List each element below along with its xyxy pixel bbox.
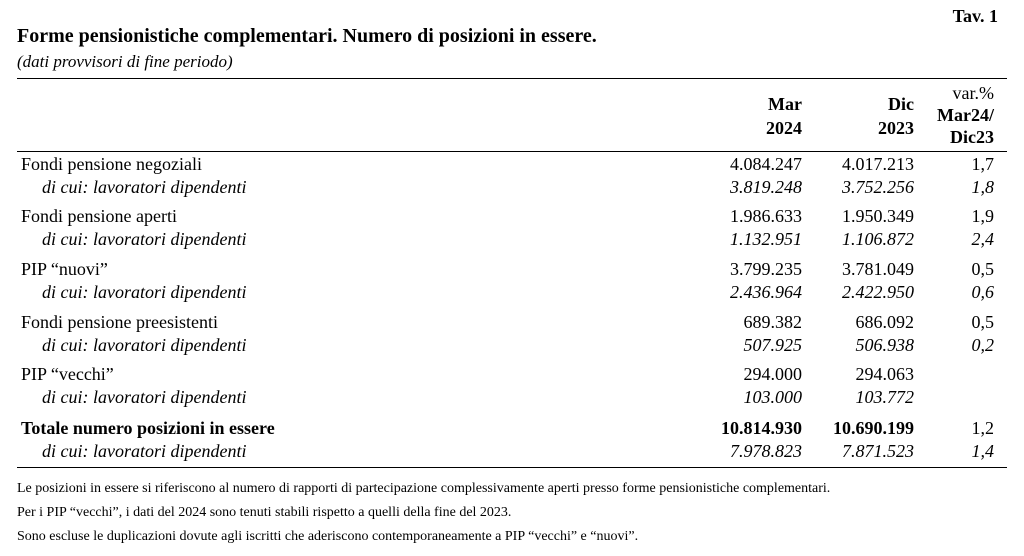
- table-row: [0, 228, 1024, 250]
- cell-mar-2024: 689.382: [743, 312, 802, 332]
- bottom-rule: [17, 467, 1007, 468]
- cell-dic-2023: 10.690.199: [833, 418, 914, 438]
- cell-dic-2023: 7.871.523: [842, 441, 914, 461]
- table-row: [0, 153, 1024, 175]
- cell-dic-2023: 3.781.049: [842, 259, 914, 279]
- column-header-var-line2: Mar24/: [937, 105, 994, 125]
- cell-dic-2023: 686.092: [855, 312, 914, 332]
- note-line: Le posizioni in essere si riferiscono al numero di rapporti di partecipazione complessivamente aperti presso forme pensionistiche complementari.: [17, 481, 831, 496]
- cell-var: 2,4: [971, 229, 994, 249]
- column-header-mar-2024: [766, 92, 802, 140]
- row-label: di cui: lavoratori dipendenti: [42, 282, 247, 302]
- cell-mar-2024: 1.986.633: [730, 206, 802, 226]
- table-row: [0, 311, 1024, 333]
- note-line: Per i PIP “vecchi”, i dati del 2024 sono tenuti stabili rispetto a quelli della fine del 2023.: [17, 505, 512, 520]
- header-rule: [17, 151, 1007, 152]
- cell-dic-2023: 1.950.349: [842, 206, 914, 226]
- row-label: Fondi pensione aperti: [21, 206, 177, 226]
- cell-dic-2023: 4.017.213: [842, 154, 914, 174]
- note-line: Sono escluse le duplicazioni dovute agli iscritti che aderiscono contemporaneamente a PIP “vecchi” e “nuovi”.: [17, 529, 639, 544]
- cell-var: 0,6: [971, 282, 994, 302]
- table-row: [0, 176, 1024, 198]
- row-label: di cui: lavoratori dipendenti: [42, 177, 247, 197]
- row-label: Fondi pensione preesistenti: [21, 312, 218, 332]
- column-header-var-line1: var.%: [952, 83, 994, 103]
- column-header-dic-line2: 2023: [878, 118, 914, 138]
- table-reference: Tav. 1: [952, 6, 998, 26]
- top-rule: [17, 78, 1007, 79]
- cell-dic-2023: 3.752.256: [842, 177, 914, 197]
- table-row: [0, 440, 1024, 462]
- column-header-mar-line1: Mar: [768, 94, 802, 114]
- table-row: [0, 281, 1024, 303]
- row-label: di cui: lavoratori dipendenti: [42, 387, 247, 407]
- table-row: [0, 258, 1024, 280]
- cell-var: 1,9: [971, 206, 994, 226]
- cell-var: 0,5: [971, 259, 994, 279]
- cell-dic-2023: 2.422.950: [842, 282, 914, 302]
- table-row: [0, 205, 1024, 227]
- column-header-var-line3: Dic23: [950, 127, 994, 147]
- column-header-dic-2023: [878, 92, 914, 140]
- table-title: Forme pensionistiche complementari. Numero di posizioni in essere.: [17, 25, 597, 47]
- cell-mar-2024: 103.000: [743, 387, 802, 407]
- cell-mar-2024: 1.132.951: [730, 229, 802, 249]
- cell-var: 1,4: [971, 441, 994, 461]
- cell-var: 0,5: [971, 312, 994, 332]
- table-row-total: [0, 417, 1024, 439]
- cell-dic-2023: 506.938: [855, 335, 914, 355]
- table-row: [0, 334, 1024, 356]
- table-row: [0, 386, 1024, 408]
- table-row: [0, 363, 1024, 385]
- cell-dic-2023: 1.106.872: [842, 229, 914, 249]
- row-label: Totale numero posizioni in essere: [21, 418, 275, 438]
- table-notes: [17, 477, 830, 549]
- row-label: di cui: lavoratori dipendenti: [42, 441, 247, 461]
- cell-var: 1,2: [971, 418, 994, 438]
- row-label: di cui: lavoratori dipendenti: [42, 335, 247, 355]
- cell-mar-2024: 294.000: [743, 364, 802, 384]
- row-label: PIP “vecchi”: [21, 364, 114, 384]
- column-header-dic-line1: Dic: [888, 94, 914, 114]
- cell-var: 1,8: [971, 177, 994, 197]
- cell-dic-2023: 103.772: [855, 387, 914, 407]
- cell-mar-2024: 10.814.930: [721, 418, 802, 438]
- column-header-mar-line2: 2024: [766, 118, 802, 138]
- table-subtitle: (dati provvisori di fine periodo): [17, 52, 233, 71]
- row-label: PIP “nuovi”: [21, 259, 108, 279]
- cell-var: 0,2: [971, 335, 994, 355]
- cell-mar-2024: 3.819.248: [730, 177, 802, 197]
- cell-mar-2024: 4.084.247: [730, 154, 802, 174]
- cell-mar-2024: 507.925: [743, 335, 802, 355]
- cell-var: 1,7: [971, 154, 994, 174]
- cell-mar-2024: 2.436.964: [730, 282, 802, 302]
- row-label: di cui: lavoratori dipendenti: [42, 229, 247, 249]
- column-header-variation: [937, 82, 994, 148]
- cell-mar-2024: 7.978.823: [730, 441, 802, 461]
- cell-dic-2023: 294.063: [855, 364, 914, 384]
- row-label: Fondi pensione negoziali: [21, 154, 202, 174]
- cell-mar-2024: 3.799.235: [730, 259, 802, 279]
